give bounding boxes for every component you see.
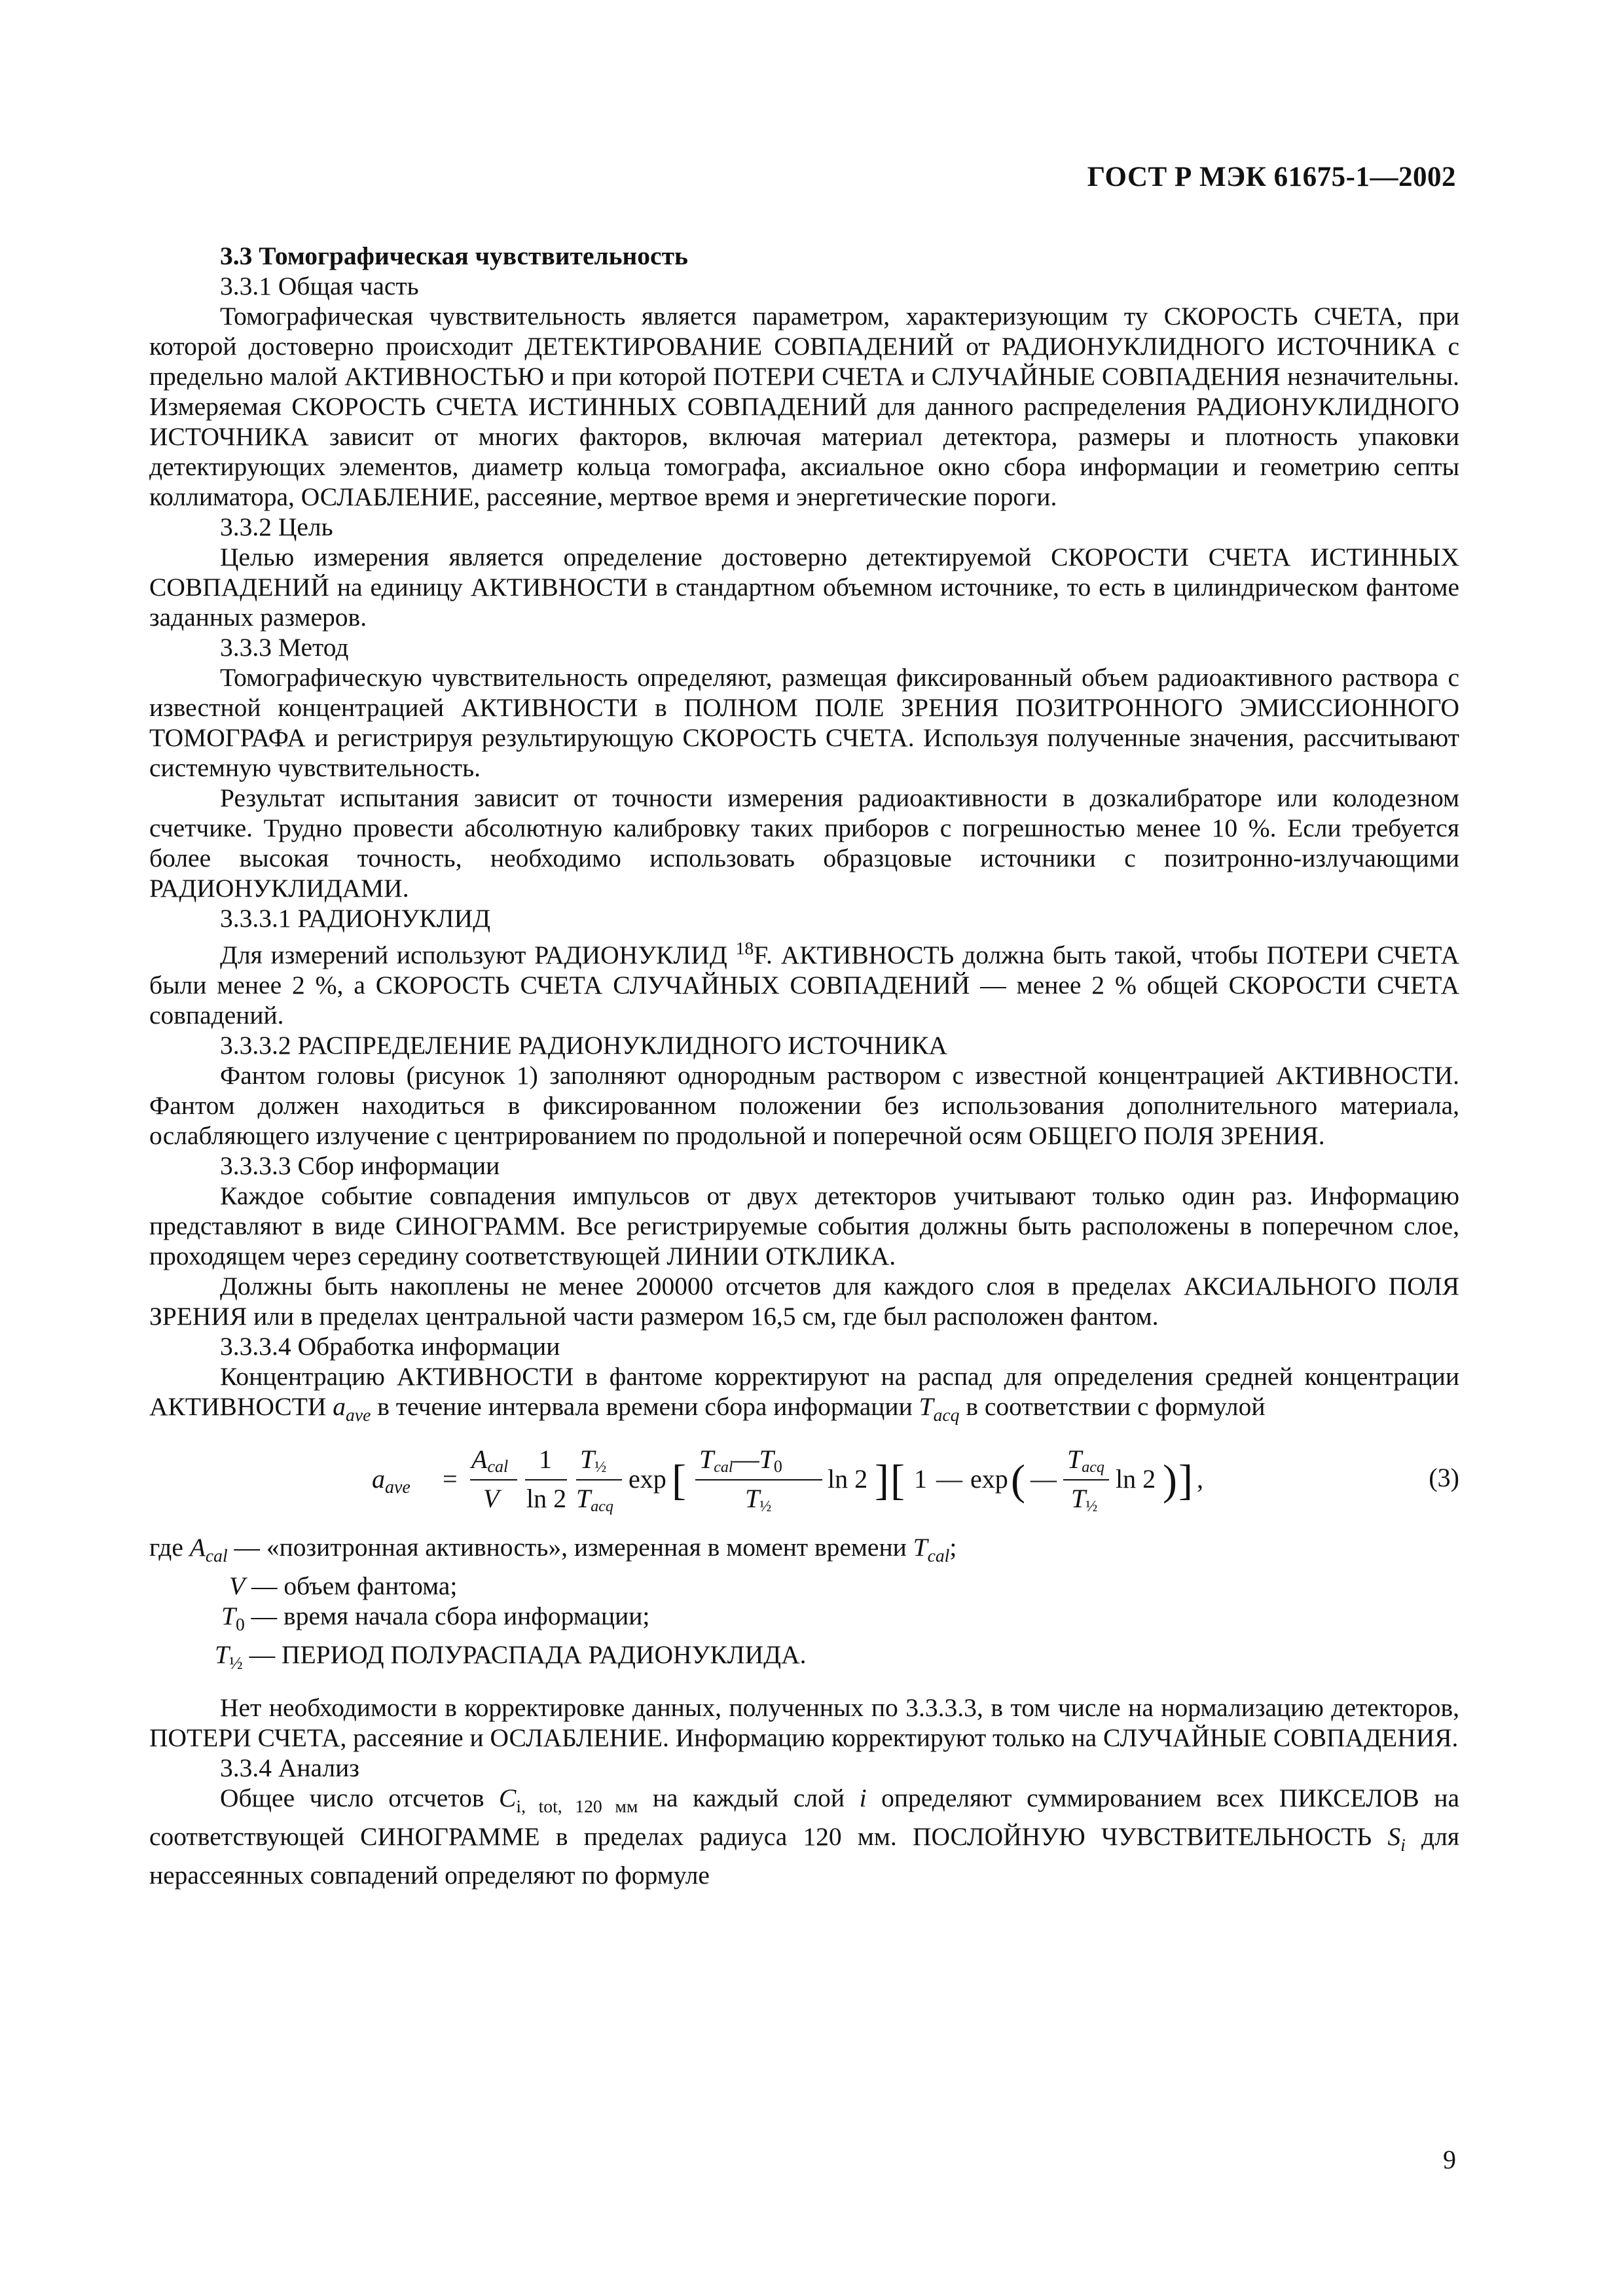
paragraph: Общее число отсчетов $C_{i, tot, 120 мм}$ на каждый слой i определяют суммированием всех ПИКСЕЛОВ на соответствующей СИНОГРАММЕ в пределах радиуса 120 мм. ПОСЛОЙНУЮ ЧУВСТВИТЕЛЬНОСТЬ $S_i$ для нерассеянных совпадений определяют по формуле bbox=[149, 1783, 1460, 1890]
svg-text:,: , bbox=[1197, 1464, 1203, 1494]
svg-text:Tcal—T0: Tcal—T0 bbox=[699, 1444, 782, 1477]
subsection-heading: 3.3.3.2 РАСПРЕДЕЛЕНИЕ РАДИОНУКЛИДНОГО ИСТОЧНИКА bbox=[220, 1031, 947, 1060]
svg-text:Acal: Acal bbox=[471, 1444, 509, 1477]
definition: $T_0$ — время начала сбора информации; bbox=[221, 1601, 650, 1634]
isotope-mass: 18 bbox=[735, 938, 754, 958]
svg-text:exp: exp bbox=[629, 1464, 666, 1494]
svg-text:[: [ bbox=[890, 1456, 905, 1505]
document-body bbox=[149, 241, 1459, 1890]
subsection-heading: 3.3.3.3 Сбор информации bbox=[220, 1151, 500, 1181]
svg-text:[: [ bbox=[672, 1456, 686, 1505]
svg-text:1: 1 bbox=[539, 1444, 552, 1475]
svg-text:=: = bbox=[443, 1464, 458, 1494]
svg-text:ln 2: ln 2 bbox=[1116, 1464, 1156, 1494]
svg-text:T½: T½ bbox=[745, 1484, 772, 1516]
symbol-definitions bbox=[149, 1532, 1459, 1678]
svg-text:—: — bbox=[936, 1464, 962, 1494]
paragraph: Концентрацию АКТИВНОСТИ в фантоме корректируют на распад для определения средней концентрации АКТИВНОСТИ $a_{ave}$ в течение интервала времени сбора информации $T_{acq}$ в соответствии с формулой bbox=[149, 1362, 1459, 1426]
definition: $T_{\frac{1}{2}}$ — ПЕРИОД ПОЛУРАСПАДА РАДИОНУКЛИДА. bbox=[215, 1640, 807, 1673]
paragraph: Каждое событие совпадения импульсов от двух детекторов учитывают только один раз. Информацию представляют в виде СИНОГРАММ. Все регистрируемые события должны быть расположены в поперечном слое, проходящем через середину соответствующей ЛИНИИ ОТКЛИКА. bbox=[149, 1181, 1459, 1271]
paragraph: Результат испытания зависит от точности измерения радиоактивности в дозкалибраторе или колодезном счетчике. Трудно провести абсолютную калибровку таких приборов с погрешностью менее 10 %. Если требуется более высокая точность, необходимо использовать образцовые источники с позитронно-излучающими РАДИОНУКЛИДАМИ. bbox=[149, 783, 1459, 903]
subsection-heading: 3.3.3.4 Обработка информации bbox=[220, 1332, 560, 1361]
svg-text:Tacq: Tacq bbox=[1067, 1444, 1104, 1477]
svg-text:Tacq: Tacq bbox=[576, 1484, 613, 1516]
subsection-heading: 3.3.2 Цель bbox=[220, 512, 333, 541]
definition: V — объем фантома; bbox=[229, 1571, 458, 1600]
paragraph: Для измерений используют РАДИОНУКЛИД $^{18}$F. АКТИВНОСТЬ должна быть такой, чтобы ПОТЕРИ СЧЕТА были менее 2 %, а СКОРОСТЬ СЧЕТА СЛУЧАЙНЫХ СОВПАДЕНИЙ — менее 2 % общей СКОРОСТИ СЧЕТА совпадений. bbox=[149, 938, 1459, 1030]
subsection-heading: 3.3.3 Метод bbox=[220, 633, 349, 662]
svg-text:V: V bbox=[483, 1484, 500, 1514]
svg-text:]: ] bbox=[875, 1456, 889, 1505]
svg-text:T½: T½ bbox=[1071, 1484, 1098, 1516]
svg-text:T½: T½ bbox=[580, 1444, 607, 1477]
svg-text:ln 2: ln 2 bbox=[526, 1484, 567, 1514]
paragraph: Томографическую чувствительность определяют, размещая фиксированный объем радиоактивного раствора с известной концентрацией АКТИВНОСТИ в ПОЛНОМ ПОЛЕ ЗРЕНИЯ ПОЗИТРОННОГО ЭМИССИОННОГО ТОМОГРАФА и регистрируя результирующую СКОРОСТЬ СЧЕТА. Используя полученные значения, рассчитывают системную чувствительность. bbox=[149, 663, 1459, 782]
svg-text:1: 1 bbox=[914, 1464, 927, 1494]
svg-text:ln 2: ln 2 bbox=[828, 1464, 868, 1494]
decay-correction-formula bbox=[372, 1442, 1393, 1519]
subsection-heading: 3.3.4 Анализ bbox=[220, 1753, 359, 1782]
svg-text:(: ( bbox=[1011, 1456, 1025, 1505]
svg-text:—: — bbox=[1030, 1464, 1057, 1494]
definition: где $A_{cal}$ — «позитронная активность», измеренная в момент времени $T_{cal}$; bbox=[149, 1533, 957, 1566]
paragraph: Фантом головы (рисунок 1) заполняют однородным раствором с известной концентрацией АКТИВНОСТИ. Фантом должен находиться в фиксированном положении без использования дополнительного материала, ослабляющего излучение с центрированием по продольной и поперечной осям ОБЩЕГО ПОЛЯ ЗРЕНИЯ. bbox=[149, 1061, 1459, 1151]
equation-number: (3) bbox=[1429, 1463, 1459, 1493]
paragraph: Целью измерения является определение достоверно детектируемой СКОРОСТИ СЧЕТА ИСТИННЫХ СОВПАДЕНИЙ на единицу АКТИВНОСТИ в стандартном объемном источнике, то есть в цилиндрическом фантоме заданных размеров. bbox=[149, 543, 1459, 632]
svg-text:exp: exp bbox=[970, 1464, 1008, 1494]
svg-text:]: ] bbox=[1178, 1456, 1193, 1505]
paragraph: Нет необходимости в корректировке данных, полученных по 3.3.3.3, в том числе на нормализацию детекторов, ПОТЕРИ СЧЕТА, рассеяние и ОСЛАБЛЕНИЕ. Информацию корректируют только на СЛУЧАЙНЫЕ СОВПАДЕНИЯ. bbox=[149, 1693, 1459, 1752]
paragraph: Должны быть накоплены не менее 200000 отсчетов для каждого слоя в пределах АКСИАЛЬНОГО ПОЛЯ ЗРЕНИЯ или в пределах центральной части размером 16,5 см, где был расположен фантом. bbox=[149, 1272, 1459, 1331]
page-number: 9 bbox=[1443, 2145, 1456, 2174]
formula-row bbox=[149, 1442, 1459, 1519]
svg-text:): ) bbox=[1163, 1456, 1177, 1505]
paragraph: Томографическая чувствительность является параметром, характеризующим ту СКОРОСТЬ СЧЕТА, при которой достоверно происходит ДЕТЕКТИРОВАНИЕ СОВПАДЕНИЙ от РАДИОНУКЛИДНОГО ИСТОЧНИКА с предельно малой АКТИВНОСТЬЮ и при которой ПОТЕРИ СЧЕТА и СЛУЧАЙНЫЕ СОВПАДЕНИЯ незначительны. Измеряемая СКОРОСТЬ СЧЕТА ИСТИННЫХ СОВПАДЕНИЙ для данного распределения РАДИОНУКЛИДНОГО ИСТОЧНИКА зависит от многих факторов, включая материал детектора, размеры и плотность упаковки детектирующих элементов, диаметр кольца томографа, аксиальное окно сбора информации и геометрию септы коллиматора, ОСЛАБЛЕНИЕ, рассеяние, мертвое время и энергетические пороги. bbox=[149, 302, 1459, 511]
subsection-heading: 3.3.3.1 РАДИОНУКЛИД bbox=[220, 904, 491, 933]
section-title: 3.3 Томографическая чувствительность bbox=[220, 242, 688, 270]
svg-text:aave: $a_{ave}$ bbox=[372, 1464, 410, 1498]
document-header: ГОСТ Р МЭК 61675-1—2002 bbox=[1087, 162, 1456, 192]
subsection-heading: 3.3.1 Общая часть bbox=[220, 272, 419, 300]
